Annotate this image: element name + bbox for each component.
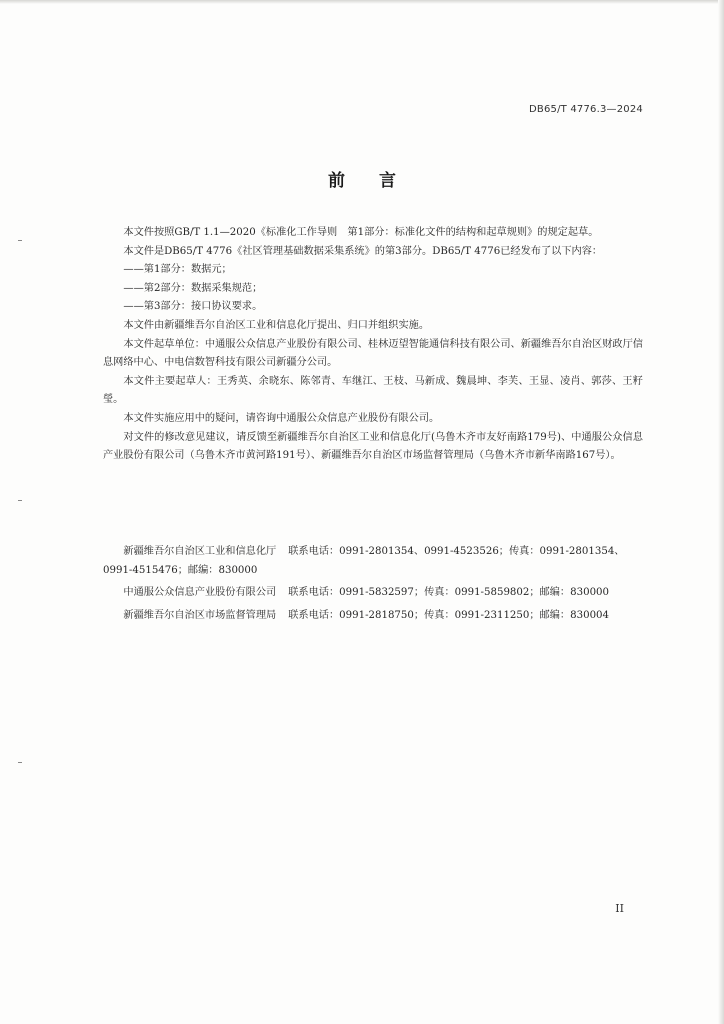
contact-row <box>103 543 648 580</box>
paragraph: 本文件是DB65/T 4776《社区管理基础数据采集系统》的第3部分。DB65/T 4776已经发布了以下内容： <box>123 245 603 257</box>
list-item: ——第3部分：接口协议要求。 <box>123 301 263 313</box>
list-item: ——第2部分：数据采集规范； <box>123 282 263 294</box>
contact-organization: 新疆维吾尔自治区市场监督管理局 <box>123 609 277 621</box>
margin-mark <box>18 500 22 501</box>
margin-mark <box>18 240 22 241</box>
contact-details: 联系电话：0991-2801354、0991-4523526；传真：0991-2801354、0991-4515476；邮编：830000 <box>103 546 625 576</box>
page-title: 前 言 <box>328 171 396 191</box>
contact-details: 联系电话：0991-5832597；传真：0991-5859802；邮编：830000 <box>288 587 610 599</box>
paragraph: 本文件由新疆维吾尔自治区工业和信息化厅提出、归口并组织实施。 <box>123 319 430 331</box>
scan-edge-right <box>718 0 724 1024</box>
scan-edge-top <box>0 0 724 4</box>
page-number: II <box>615 902 624 915</box>
paragraph: 对文件的修改意见建议，请反馈至新疆维吾尔自治区工业和信息化厅(乌鲁木齐市友好南路179号)、中通服公众信息产业股份有限公司（乌鲁木齐市黄河路191号）、新疆维吾尔自治区市场监督管理局（乌鲁木齐市新华南路167号）。 <box>103 431 643 462</box>
list-item: ——第1部分：数据元； <box>123 264 232 276</box>
contact-row <box>103 607 648 626</box>
paragraph: 本文件起草单位：中通服公众信息产业股份有限公司、桂林迈望智能通信科技有限公司、新疆维吾尔自治区财政厅信息网络中心、中电信数智科技有限公司新疆分公司。 <box>103 338 643 369</box>
contact-list <box>103 543 648 625</box>
contact-row <box>103 584 648 603</box>
document-code: DB65/T 4776.3—2024 <box>529 104 643 115</box>
paragraph: 本文件按照GB/T 1.1—2020《标准化工作导则 第1部分：标准化文件的结构和起草规则》的规定起草。 <box>123 227 599 238</box>
margin-mark <box>18 762 22 763</box>
foreword-body <box>103 224 643 466</box>
contact-organization: 中通服公众信息产业股份有限公司 <box>123 587 277 599</box>
contact-details: 联系电话：0991-2818750；传真：0991-2311250；邮编：830004 <box>288 609 610 621</box>
paragraph: 本文件实施应用中的疑问，请咨询中通服公众信息产业股份有限公司。 <box>123 412 440 424</box>
paragraph: 本文件主要起草人：王秀英、余晓东、陈邻青、车继江、王枝、马新成、魏晨坤、李芙、王显、凌肖、郭莎、王籽瑩。 <box>103 375 643 406</box>
contact-organization: 新疆维吾尔自治区工业和信息化厅 <box>123 546 277 557</box>
